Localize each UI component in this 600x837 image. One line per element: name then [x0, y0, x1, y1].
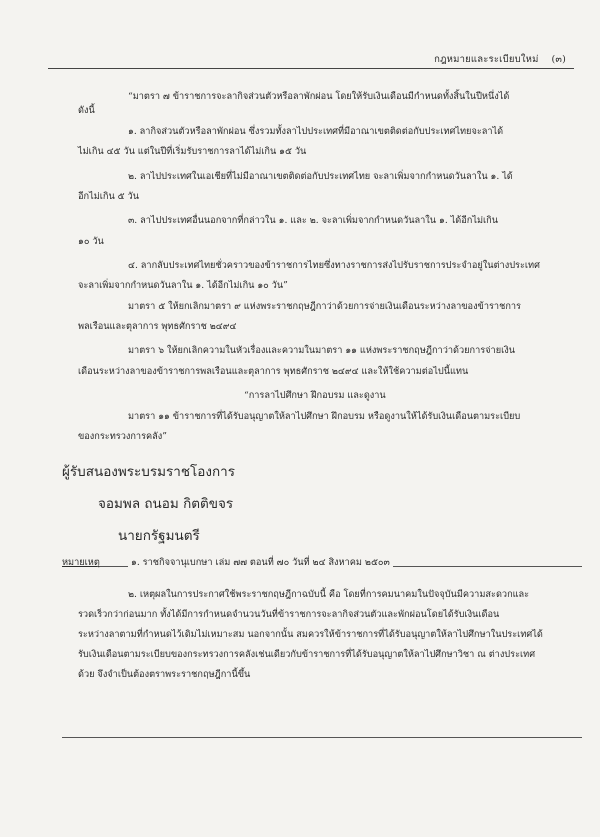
item-3-line-1: ๓. ลาไปประเทศอื่นนอกจากที่กล่าวใน ๑. และ ๒. จะลาเพิ่มจากกำหนดวันลาใน ๑. ได้อีกไม่เกิน: [128, 215, 498, 226]
notes-label: หมายเหตุ: [62, 557, 100, 568]
page-header: [434, 52, 566, 67]
item-4-line-2: จะลาเพิ่มจากกำหนดวันลาใน ๑. ได้อีกไม่เกิน ๑๐ วัน”: [78, 280, 288, 291]
section-6-line-2: เดือนระหว่างลาของข้าราชการพลเรือนและตุลาการ พุทธศักราช ๒๔๙๔ และให้ใช้ความต่อไปนี้แทน: [78, 366, 469, 377]
note-1: ๑. ราชกิจจานุเบกษา เล่ม ๗๗ ตอนที่ ๗๐ วันที่ ๒๔ สิงหาคม ๒๕๐๓: [128, 558, 393, 567]
note-2-line-3: ระหว่างลาตามที่กำหนดไว้เดิมไม่เหมาะสม นอกจากนั้น สมควรให้ข้าราชการที่ได้รับอนุญาตให้ลาไปศึกษาในประเทศได้: [78, 629, 543, 640]
signatory-name: จอมพล ถนอม กิตติขจร: [98, 496, 234, 512]
note-2-line-4: รับเงินเดือนตามระเบียบของกระทรวงการคลังเช่นเดียวกับข้าราชการที่ได้รับอนุญาตให้ลาไปศึกษาวิชา ณ ต่างประเทศ: [78, 649, 536, 660]
section-7-line-1: “มาตรา ๗ ข้าราชการจะลากิจส่วนตัวหรือลาพักผ่อน โดยให้รับเงินเดือนมีกำหนดทั้งสิ้นในปีหนึ่งได้: [128, 91, 510, 102]
section-6-line-1: มาตรา ๖ ให้ยกเลิกความในหัวเรื่องและความในมาตรา ๑๑ แห่งพระราชกฤษฎีกาว่าด้วยการจ่ายเงิน: [128, 345, 516, 356]
item-4-line-1: ๔. ลากลับประเทศไทยชั่วคราวของข้าราชการไทยซึ่งทางราชการส่งไปรับราชการประจำอยู่ในต่างประเทศ: [128, 260, 540, 271]
section-11-line-2: ของกระทรวงการคลัง”: [78, 431, 167, 442]
note-2-line-2: รวดเร็วกว่าก่อนมาก ทั้งได้มีการกำหนดจำนวนวันที่ข้าราชการจะลากิจส่วนตัวและพักผ่อนโดยได้รับเงินเดือน: [78, 609, 500, 620]
item-3-line-2: ๑๐ วัน: [78, 236, 104, 247]
signatory-title: นายกรัฐมนตรี: [118, 528, 200, 544]
section-5-line-2: พลเรือนและตุลาการ พุทธศักราช ๒๔๙๔: [78, 321, 237, 332]
section-11-line-1: มาตรา ๑๑ ข้าราชการที่ได้รับอนุญาตให้ลาไปศึกษา ฝึกอบรม หรือดูงานให้ได้รับเงินเดือนตามระเบียบ: [128, 411, 521, 422]
header-title: กฎหมายและระเบียบใหม่: [434, 54, 539, 65]
notes-bottom-rule: [62, 737, 582, 738]
section-5-line-1: มาตรา ๕ ให้ยกเลิกมาตรา ๙ แห่งพระราชกฤษฎีกาว่าด้วยการจ่ายเงินเดือนระหว่างลาของข้าราชการ: [128, 301, 521, 312]
section-7-line-2: ดังนี้: [78, 105, 95, 116]
countersign-label: ผู้รับสนองพระบรมราชโองการ: [62, 464, 235, 480]
item-1-line-1: ๑. ลากิจส่วนตัวหรือลาพักผ่อน ซึ่งรวมทั้งลาไปประเทศที่มีอาณาเขตติดต่อกับประเทศไทยจะลาได้: [128, 126, 504, 137]
page-number: (๓): [551, 54, 566, 65]
section-heading: “การลาไปศึกษา ฝึกอบรม และดูงาน: [244, 390, 386, 401]
item-2-line-2: อีกไม่เกิน ๕ วัน: [78, 191, 139, 202]
item-1-line-2: ไม่เกิน ๔๕ วัน แต่ในปีที่เริ่มรับราชการลาได้ไม่เกิน ๑๕ วัน: [78, 146, 307, 157]
note-2-line-5: ด้วย จึงจำเป็นต้องตราพระราชกฤษฎีกานี้ขึ้น: [78, 669, 251, 680]
header-divider: [48, 68, 574, 69]
item-2-line-1: ๒. ลาไปประเทศในเอเชียที่ไม่มีอาณาเขตติดต่อกับประเทศไทย จะลาเพิ่มจากกำหนดวันลาใน ๑. ได้: [128, 171, 513, 182]
note-2-line-1: ๒. เหตุผลในการประกาศใช้พระราชกฤษฎีกาฉบับนี้ คือ โดยที่การคมนาคมในปัจจุบันมีความสะดวกและ: [128, 589, 530, 600]
